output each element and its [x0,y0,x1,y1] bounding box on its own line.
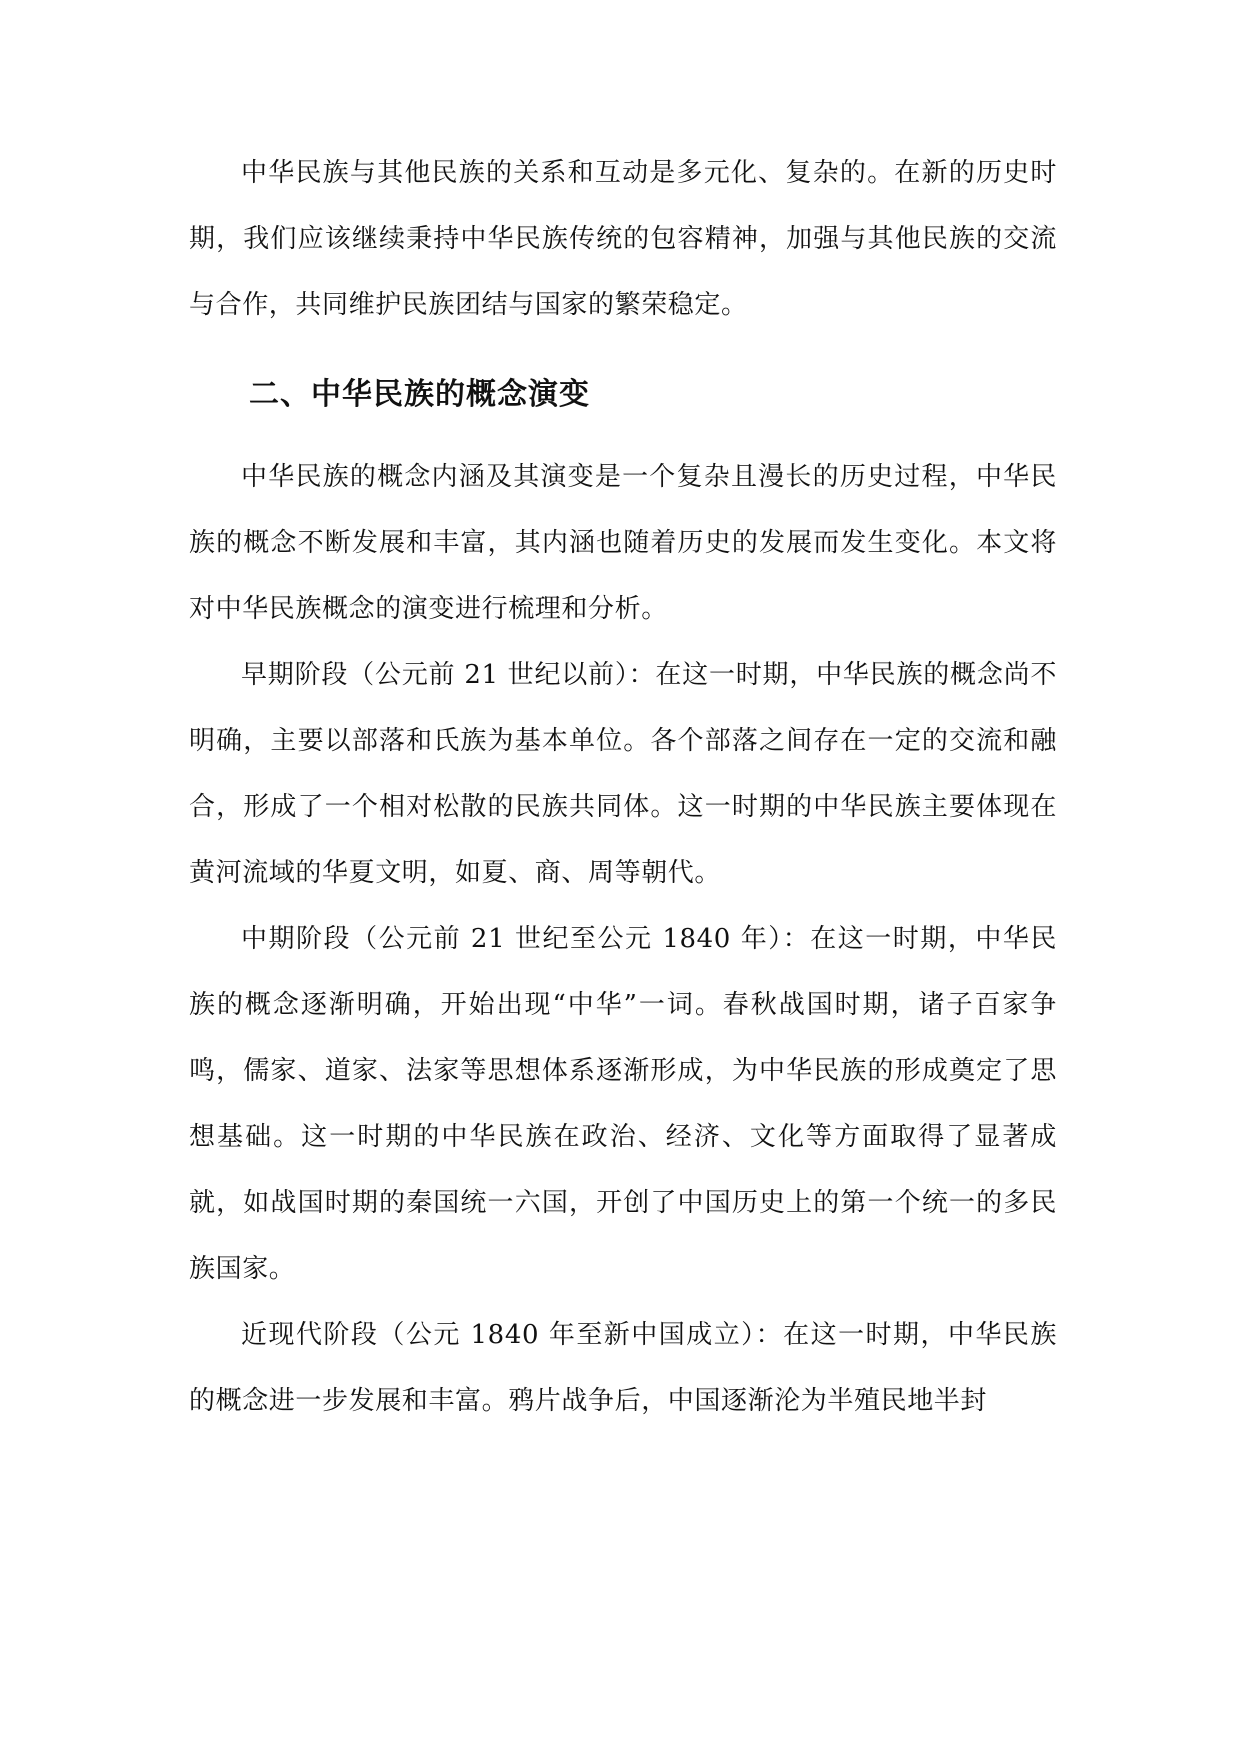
paragraph-middle-stage: 中期阶段（公元前 21 世纪至公元 1840 年）：在这一时期，中华民族的概念逐渐明确，开始出现“中华”一词。春秋战国时期，诸子百家争鸣，儒家、道家、法家等思想体系逐渐形成，为中华民族的形成奠定了思想基础。这一时期的中华民族在政治、经济、文化等方面取得了显著成就，如战国时期的秦国统一六国，开创了中国历史上的第一个统一的多民族国家。 [189,924,1057,1284]
paragraph-modern-stage: 近现代阶段（公元 1840 年至新中国成立）：在这一时期，中华民族的概念进一步发展和丰富。鸦片战争后，中国逐渐沦为半殖民地半封 [189,1320,1057,1416]
paragraph-ethnic-relations: 中华民族与其他民族的关系和互动是多元化、复杂的。在新的历史时期，我们应该继续秉持中华民族传统的包容精神，加强与其他民族的交流与合作，共同维护民族团结与国家的繁荣稳定。 [189,158,1057,320]
paragraph-early-stage: 早期阶段（公元前 21 世纪以前）：在这一时期，中华民族的概念尚不明确，主要以部落和氏族为基本单位。各个部落之间存在一定的交流和融合，形成了一个相对松散的民族共同体。这一时期的中华民族主要体现在黄河流域的华夏文明，如夏、商、周等朝代。 [189,660,1057,888]
section-heading: 二、中华民族的概念演变 [249,377,590,412]
document-body [189,140,1057,1434]
paragraph-concept-evolution-intro: 中华民族的概念内涵及其演变是一个复杂且漫长的历史过程，中华民族的概念不断发展和丰富，其内涵也随着历史的发展而发生变化。本文将对中华民族概念的演变进行梳理和分析。 [189,462,1057,624]
